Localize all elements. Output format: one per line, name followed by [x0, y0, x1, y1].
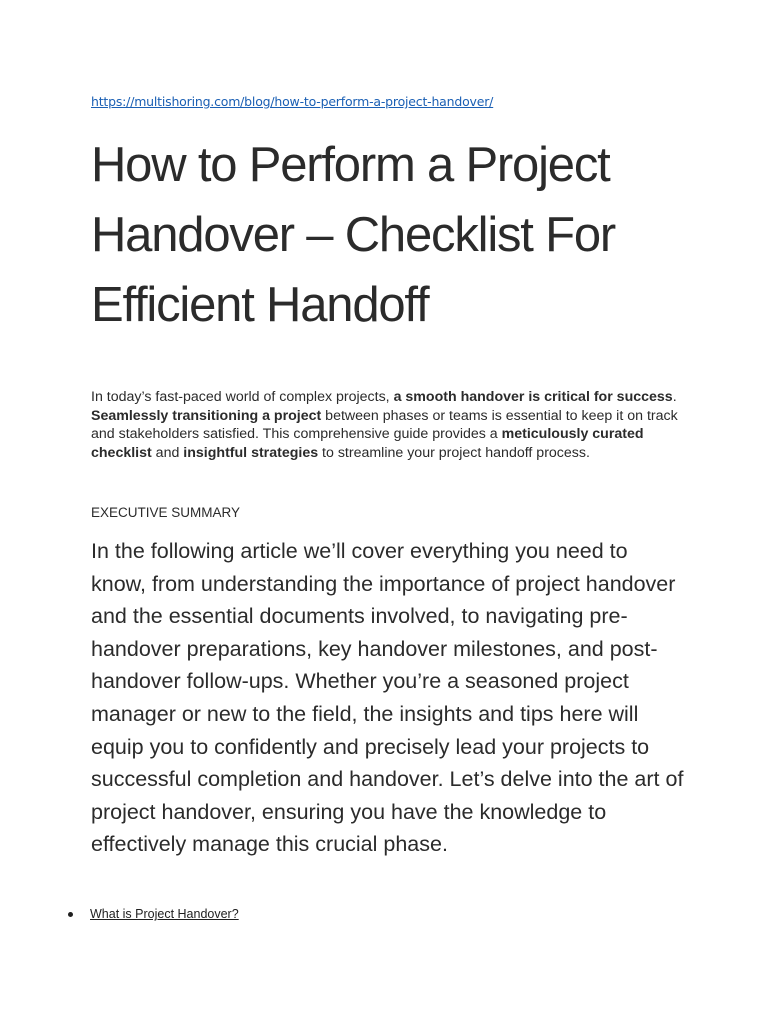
intro-bold-2: Seamlessly transitioning a project: [91, 407, 322, 424]
executive-summary-paragraph: In the following article we’ll cover everything you need to know, from understanding the importance of project handover and the essential documents involved, to navigating pre-handover preparations, key handover milestones, and post-handover follow-ups. Whether you’re a seasoned project manager or new to the field, the insights and tips here will equip you to confidently and precisely lead your projects to successful completion and handover. Let’s delve into the art of project handover, ensuring you have the knowledge to effectively manage this crucial phase.: [91, 539, 684, 857]
article-title: How to Perform a Project Handover – Checklist For Efficient Handoff: [91, 138, 616, 332]
toc-item: [68, 905, 239, 923]
intro-bold-1: a smooth handover is critical for success: [393, 389, 673, 405]
intro-text-5: to streamline your project handoff process.: [318, 444, 590, 461]
toc-link-what-is-project-handover[interactable]: What is Project Handover?: [90, 907, 239, 921]
bullet-icon: [68, 912, 73, 917]
section-label-executive-summary: EXECUTIVE SUMMARY: [91, 505, 241, 520]
source-url-link[interactable]: https://multishoring.com/blog/how-to-perform-a-project-handover/: [91, 94, 494, 109]
table-of-contents: [68, 905, 239, 923]
intro-text-4: and: [151, 444, 184, 461]
intro-bold-4: insightful strategies: [183, 444, 319, 461]
intro-bold-3: meticulously curated checklist: [91, 426, 644, 461]
intro-text-1: In today’s fast-paced world of complex projects,: [91, 389, 394, 405]
intro-paragraph: [91, 388, 681, 462]
intro-text-3: between phases or teams is essential to keep it on track and stakeholders satisfied. This comprehensive guide provides a: [91, 407, 678, 442]
intro-text-2: .: [672, 389, 677, 405]
